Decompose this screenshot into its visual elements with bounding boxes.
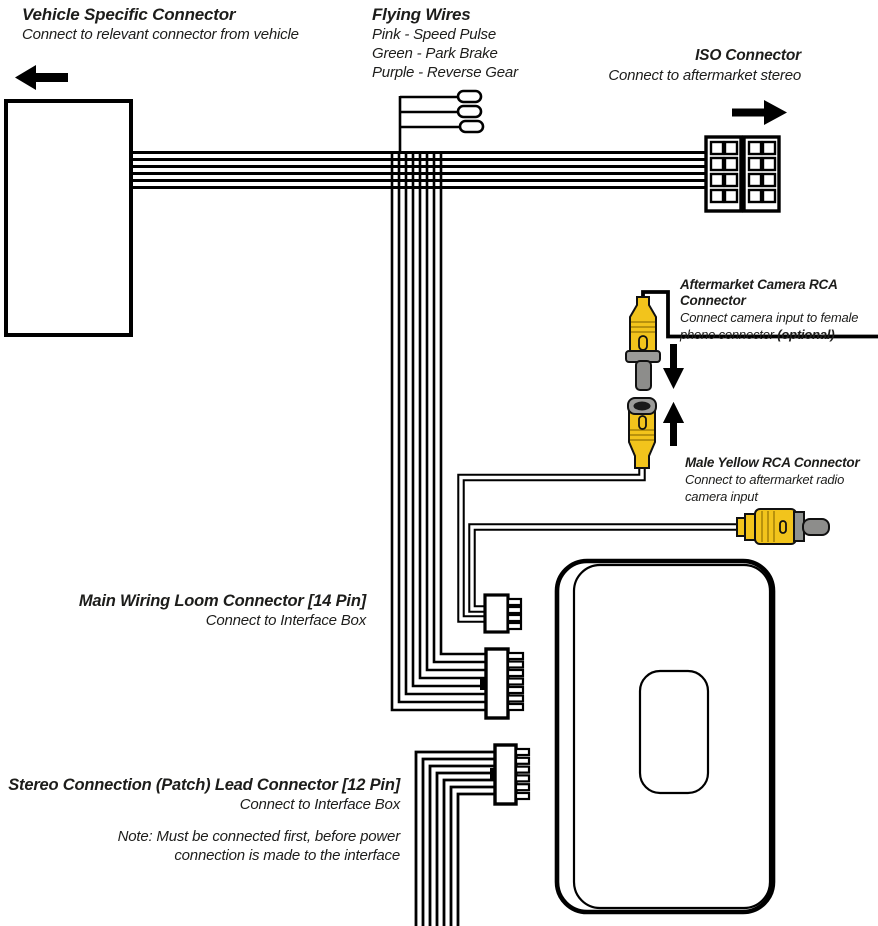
right-arrow-icon: [732, 100, 787, 125]
patch-lead-desc: Connect to Interface Box: [239, 796, 400, 813]
main-harness-wires: [129, 153, 707, 188]
iso-connector-desc: Connect to aftermarket stereo: [608, 67, 801, 84]
up-arrow-icon: [663, 402, 684, 446]
iso-connector-label: [608, 46, 801, 85]
male-rca-desc-2: camera input: [685, 489, 758, 504]
camera-rca-title: Aftermarket Camera RCA Connector: [680, 277, 838, 308]
vehicle-connector-label: [22, 5, 299, 44]
camera-rca-desc-2: phono connector (optional): [680, 327, 835, 342]
vehicle-connector-box: [6, 101, 131, 335]
flying-wire-green: Green - Park Brake: [372, 45, 498, 62]
vehicle-connector-title: Vehicle Specific Connector: [22, 5, 236, 24]
male-rca-plug-icon: [737, 509, 829, 544]
main-loom-desc: Connect to Interface Box: [205, 612, 366, 629]
interface-box: [557, 561, 773, 912]
patch-lead-title: Stereo Connection (Patch) Lead Connector [12 Pin]: [8, 776, 400, 794]
camera-rca-label: [680, 277, 878, 343]
male-rca-title: Male Yellow RCA Connector: [685, 455, 860, 470]
twelve-pin-connector: [490, 745, 529, 804]
vertical-wire-bundle: [392, 154, 487, 710]
patch-lead-note-1: Note: Must be connected first, before power: [117, 828, 400, 845]
main-loom-label: [79, 591, 366, 630]
vehicle-connector-desc: Connect to relevant connector from vehicle: [22, 26, 299, 43]
flying-wire-terminal: [460, 121, 483, 132]
flying-wire-terminal: [458, 106, 481, 117]
iso-connector: [706, 137, 779, 211]
male-rca-label: [685, 455, 860, 505]
flying-wire-pink: Pink - Speed Pulse: [372, 26, 496, 43]
flying-wires-title: Flying Wires: [372, 5, 471, 24]
interface-box-window: [640, 671, 708, 793]
patch-lead-label: [8, 775, 400, 865]
flying-wire-terminal: [458, 91, 481, 102]
patch-lead-note-2: connection is made to the interface: [174, 847, 400, 864]
camera-rca-desc-1: Connect camera input to female: [680, 310, 859, 325]
flying-wires: [400, 91, 483, 153]
flying-wires-label: [372, 5, 518, 82]
fourteen-pin-connector: [480, 649, 523, 718]
iso-connector-title: ISO Connector: [695, 47, 801, 64]
main-loom-title: Main Wiring Loom Connector [14 Pin]: [78, 592, 366, 610]
camera-rca-plug-icon: [626, 297, 660, 390]
male-rca-desc-1: Connect to aftermarket radio: [685, 472, 845, 487]
female-rca-jack-icon: [628, 398, 656, 468]
flying-wire-purple: Purple - Reverse Gear: [372, 64, 518, 81]
down-arrow-icon: [663, 344, 684, 389]
patch-lead-wires: [416, 752, 497, 926]
four-pin-connector: [485, 595, 521, 632]
left-arrow-icon: [15, 65, 68, 90]
